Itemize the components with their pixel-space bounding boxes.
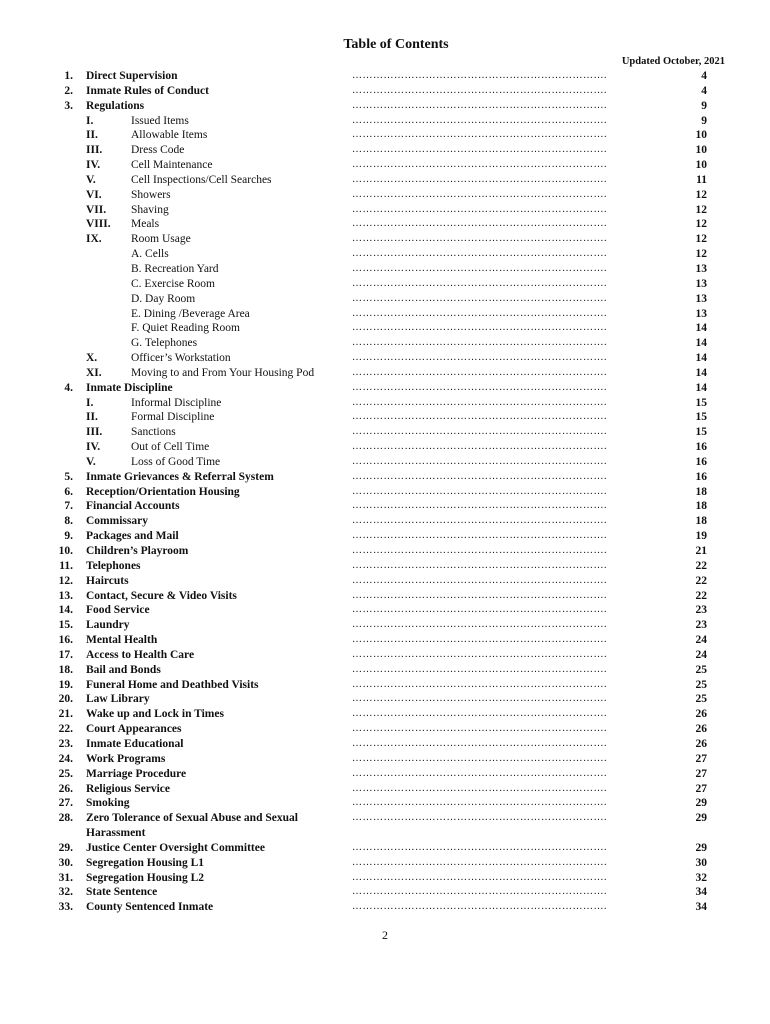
toc-entry-page: 12 [695, 248, 707, 261]
toc-entry-page: 22 [695, 589, 707, 602]
toc-entry-label: Work Programs [86, 752, 166, 765]
toc-entry-roman: V. [86, 173, 96, 186]
toc-entry[interactable] [0, 217, 770, 232]
toc-entry[interactable] [0, 782, 770, 797]
toc-entry-page: 16 [695, 455, 707, 468]
toc-entry[interactable] [0, 470, 770, 485]
toc-entry-number: 17. [58, 648, 73, 661]
toc-entry-number: 33. [58, 901, 73, 914]
toc-entry-label: Children’s Playroom [86, 545, 189, 557]
dot-leader: ………………………………………………………………. [352, 84, 607, 96]
toc-entry-number: 22. [58, 723, 73, 736]
toc-entry-label: Allowable Items [131, 129, 208, 142]
toc-entry-page: 14 [695, 337, 707, 350]
toc-entry-roman: XI. [86, 366, 102, 379]
toc-entry-label: Out of Cell Time [131, 441, 210, 454]
dot-leader: ………………………………………………………………. [352, 634, 607, 646]
toc-entry-page: 30 [695, 856, 707, 869]
toc-entry-roman: VIII. [86, 218, 111, 231]
toc-entry-page: 10 [695, 159, 707, 172]
toc-entry-roman: I. [86, 396, 94, 409]
toc-entry-number: 16. [58, 634, 73, 647]
toc-entry-page: 26 [695, 708, 707, 721]
toc-entry-page: 26 [695, 723, 707, 736]
dot-leader: ………………………………………………………………. [352, 159, 607, 171]
dot-leader: ………………………………………………………………. [352, 604, 607, 616]
toc-entry[interactable] [0, 841, 770, 856]
toc-entry-number: 29. [58, 841, 73, 854]
toc-entry-label: G. Telephones [131, 337, 198, 350]
toc-entry-label: Telephones [86, 559, 141, 572]
toc-entry[interactable] [0, 559, 770, 574]
dot-leader: ………………………………………………………………. [352, 277, 607, 289]
toc-entry-page: 25 [695, 663, 707, 676]
dot-leader: ………………………………………………………………. [352, 648, 607, 660]
toc-entry-page: 9 [701, 114, 707, 127]
toc-entry[interactable] [0, 811, 770, 841]
toc-entry-page: 18 [695, 515, 707, 528]
toc-entry-page: 24 [695, 648, 707, 661]
dot-leader: ………………………………………………………………. [352, 114, 607, 126]
toc-entry-number: 13. [58, 589, 73, 602]
dot-leader: ………………………………………………………………. [352, 663, 607, 675]
toc-entry[interactable] [0, 188, 770, 203]
toc-entry-page: 10 [695, 129, 707, 142]
toc-entry-page: 4 [701, 84, 707, 97]
toc-entry-roman: VI. [86, 188, 102, 201]
toc-entry-label: Loss of Good Time [131, 455, 221, 468]
dot-leader: ………………………………………………………………. [352, 871, 607, 883]
toc-entry-number: 27. [58, 797, 73, 810]
toc-entry-page: 14 [695, 381, 707, 394]
toc-entry[interactable] [0, 514, 770, 529]
toc-entry-page: 14 [695, 366, 707, 379]
dot-leader: ………………………………………………………………. [352, 723, 607, 735]
toc-entry[interactable] [0, 603, 770, 618]
page-number-footer: 2 [382, 928, 388, 942]
table-of-contents [0, 69, 770, 915]
toc-entry-page: 18 [695, 500, 707, 513]
toc-entry-number: 7. [64, 500, 73, 513]
toc-entry-label: Meals [131, 218, 160, 231]
toc-entry-label: A. Cells [131, 248, 169, 261]
toc-entry[interactable] [0, 529, 770, 544]
dot-leader: ………………………………………………………………. [352, 248, 607, 260]
toc-entry-number: 18. [58, 663, 73, 676]
toc-entry[interactable] [0, 767, 770, 782]
toc-entry-number: 30. [58, 856, 73, 869]
toc-entry-page: 25 [695, 693, 707, 706]
toc-entry-label: Room Usage [131, 233, 191, 246]
toc-entry-label: C. Exercise Room [131, 277, 215, 290]
dot-leader: ………………………………………………………………. [352, 292, 607, 304]
dot-leader: ………………………………………………………………. [352, 559, 607, 571]
dot-leader: ………………………………………………………………. [352, 812, 607, 824]
toc-entry-number: 23. [58, 737, 73, 750]
toc-entry[interactable] [0, 128, 770, 143]
toc-entry-page: 10 [695, 144, 707, 157]
toc-entry[interactable] [0, 292, 770, 307]
dot-leader: ………………………………………………………………. [352, 589, 607, 601]
dot-leader: ………………………………………………………………. [352, 708, 607, 720]
dot-leader: ………………………………………………………………. [352, 322, 607, 334]
toc-entry-page: 4 [701, 70, 707, 82]
toc-entry-page: 21 [695, 545, 707, 557]
toc-entry-page: 14 [695, 352, 707, 365]
toc-entry[interactable] [0, 277, 770, 292]
dot-leader: ………………………………………………………………. [352, 901, 607, 913]
toc-entry-number: 6. [64, 485, 73, 498]
toc-entry[interactable] [0, 396, 770, 411]
toc-entry-page: 32 [695, 871, 707, 884]
toc-entry[interactable] [0, 99, 770, 114]
dot-leader: ………………………………………………………………. [352, 381, 607, 393]
toc-entry-label: Law Library [86, 693, 150, 706]
toc-entry-label: Inmate Rules of Conduct [86, 84, 209, 97]
toc-entry[interactable] [0, 425, 770, 440]
toc-entry-page: 34 [695, 901, 707, 914]
toc-entry-number: 26. [58, 782, 73, 795]
toc-entry-roman: V. [86, 455, 96, 468]
toc-entry-page: 25 [695, 678, 707, 691]
toc-entry-number: 32. [58, 886, 73, 899]
toc-entry-number: 20. [58, 693, 73, 706]
toc-entry-page: 15 [695, 426, 707, 439]
toc-entry[interactable] [0, 796, 770, 811]
toc-entry-label: Reception/Orientation Housing [86, 485, 240, 498]
toc-entry-number: 1. [64, 70, 73, 82]
toc-entry-page: 16 [695, 470, 707, 483]
dot-leader: ………………………………………………………………. [352, 797, 607, 809]
toc-entry-label: Laundry [86, 619, 130, 632]
toc-entry-label: B. Recreation Yard [131, 262, 219, 275]
toc-entry-label: Issued Items [131, 114, 189, 127]
toc-entry-roman: IX. [86, 233, 102, 246]
dot-leader: ………………………………………………………………. [352, 856, 607, 868]
toc-entry-label: D. Day Room [131, 292, 196, 305]
toc-entry[interactable] [0, 440, 770, 455]
toc-entry-roman: III. [86, 426, 103, 439]
toc-entry-roman: IV. [86, 159, 101, 172]
dot-leader: ………………………………………………………………. [352, 574, 607, 586]
toc-entry-page: 34 [695, 886, 707, 899]
toc-entry-number: 2. [64, 84, 73, 97]
dot-leader: ………………………………………………………………. [352, 470, 607, 482]
toc-entry-number: 11. [59, 559, 73, 572]
dot-leader: ………………………………………………………………. [352, 173, 607, 185]
toc-entry-page: 12 [695, 188, 707, 201]
dot-leader: ………………………………………………………………. [352, 530, 607, 542]
toc-entry-page: 29 [695, 797, 707, 810]
dot-leader: ………………………………………………………………. [352, 262, 607, 274]
dot-leader: ………………………………………………………………. [352, 366, 607, 378]
toc-entry-page: 15 [695, 411, 707, 424]
toc-entry-label: State Sentence [86, 886, 158, 899]
toc-entry[interactable] [0, 707, 770, 722]
dot-leader: ………………………………………………………………. [352, 485, 607, 497]
toc-entry[interactable] [0, 856, 770, 871]
toc-entry-label: County Sentenced Inmate [86, 901, 214, 914]
page-title: Table of Contents [343, 37, 449, 52]
toc-entry[interactable] [0, 633, 770, 648]
dot-leader: ………………………………………………………………. [352, 129, 607, 141]
dot-leader: ………………………………………………………………. [352, 188, 607, 200]
toc-entry-number: 21. [58, 708, 73, 721]
toc-entry-page: 27 [695, 767, 707, 780]
dot-leader: ………………………………………………………………. [352, 693, 607, 705]
toc-entry[interactable] [0, 678, 770, 693]
updated-date: Updated October, 2021 [621, 56, 725, 67]
dot-leader: ………………………………………………………………. [352, 678, 607, 690]
toc-entry-roman: I. [86, 114, 94, 127]
dot-leader: ………………………………………………………………. [352, 426, 607, 438]
toc-entry-page: 26 [695, 737, 707, 750]
toc-entry[interactable] [0, 885, 770, 900]
toc-entry[interactable] [0, 871, 770, 886]
toc-entry-page: 29 [695, 841, 707, 854]
toc-entry[interactable] [0, 648, 770, 663]
toc-entry-number: 31. [58, 871, 73, 884]
toc-entry-page: 13 [695, 307, 707, 320]
toc-entry[interactable] [0, 485, 770, 500]
toc-entry[interactable] [0, 663, 770, 678]
toc-entry-label: Regulations [86, 99, 145, 112]
toc-entry[interactable] [0, 203, 770, 218]
toc-entry-roman: VII. [86, 203, 107, 216]
dot-leader: ………………………………………………………………. [352, 515, 607, 527]
dot-leader: ………………………………………………………………. [352, 841, 607, 853]
toc-entry-label: Formal Discipline [131, 411, 215, 424]
dot-leader: ………………………………………………………………. [352, 619, 607, 631]
toc-entry-label: Access to Health Care [86, 648, 195, 661]
toc-entry-page: 18 [695, 485, 707, 498]
toc-entry-number: 15. [58, 619, 73, 632]
dot-leader: ………………………………………………………………. [352, 233, 607, 245]
toc-entry-label: Court Appearances [86, 723, 182, 736]
toc-entry[interactable] [0, 589, 770, 604]
toc-entry[interactable] [0, 143, 770, 158]
dot-leader: ………………………………………………………………. [352, 307, 607, 319]
toc-entry-label: Funeral Home and Deathbed Visits [86, 678, 259, 691]
toc-entry[interactable] [0, 247, 770, 262]
toc-entry-label: Inmate Discipline [86, 381, 173, 394]
toc-entry-label: Inmate Grievances & Referral System [86, 470, 274, 483]
dot-leader: ………………………………………………………………. [352, 752, 607, 764]
toc-entry-page: 13 [695, 292, 707, 305]
toc-entry[interactable] [0, 158, 770, 173]
toc-entry[interactable] [0, 114, 770, 129]
toc-entry-label: Showers [131, 188, 171, 201]
dot-leader: ………………………………………………………………. [352, 767, 607, 779]
toc-entry-roman: II. [86, 411, 98, 424]
dot-leader: ………………………………………………………………. [352, 337, 607, 349]
toc-entry-label: Officer’s Workstation [131, 352, 231, 365]
dot-leader: ………………………………………………………………. [352, 203, 607, 215]
toc-entry[interactable] [0, 173, 770, 188]
toc-entry-label: Informal Discipline [131, 396, 222, 409]
toc-entry[interactable] [0, 499, 770, 514]
toc-entry[interactable] [0, 722, 770, 737]
toc-entry-page: 23 [695, 619, 707, 632]
toc-entry[interactable] [0, 752, 770, 767]
toc-entry-label: Packages and Mail [86, 530, 179, 543]
toc-entry-number: 5. [64, 470, 73, 483]
toc-entry-label: Smoking [86, 797, 130, 810]
toc-entry[interactable] [0, 618, 770, 633]
toc-entry-label: Religious Service [86, 782, 170, 795]
toc-entry-label: Contact, Secure & Video Visits [86, 589, 237, 602]
toc-entry-label: Wake up and Lock in Times [86, 708, 224, 721]
toc-entry-number: 28. [58, 812, 73, 825]
toc-entry-page: 9 [701, 99, 707, 112]
toc-entry-roman: III. [86, 144, 103, 157]
toc-entry-label: Financial Accounts [86, 500, 180, 513]
toc-entry-page: 19 [695, 530, 707, 543]
toc-entry-number: 19. [58, 678, 73, 691]
toc-entry-label: Cell Maintenance [131, 159, 213, 172]
toc-entry-label: Segregation Housing L1 [86, 856, 204, 869]
toc-entry-label: E. Dining /Beverage Area [131, 307, 250, 320]
dot-leader: ………………………………………………………………. [352, 737, 607, 749]
toc-entry-number: 9. [64, 530, 73, 543]
toc-entry-label: Moving to and From Your Housing Pod [131, 366, 315, 379]
toc-entry-page: 13 [695, 277, 707, 290]
dot-leader: ………………………………………………………………. [352, 352, 607, 364]
toc-entry[interactable] [0, 544, 770, 559]
toc-entry-page: 12 [695, 203, 707, 216]
toc-entry[interactable] [0, 366, 770, 381]
toc-entry-label: Commissary [86, 515, 148, 528]
toc-entry-label: Zero Tolerance of Sexual Abuse and Sexual Harassment [86, 812, 298, 840]
toc-entry-page: 22 [695, 559, 707, 572]
toc-entry-label: F. Quiet Reading Room [131, 322, 240, 335]
toc-entry-page: 23 [695, 604, 707, 617]
toc-entry-page: 11 [696, 173, 707, 186]
toc-entry-number: 12. [58, 574, 73, 587]
dot-leader: ………………………………………………………………. [352, 545, 607, 556]
toc-entry[interactable] [0, 900, 770, 915]
toc-entry-label: Direct Supervision [86, 70, 178, 82]
toc-entry-number: 24. [58, 752, 73, 765]
dot-leader: ………………………………………………………………. [352, 396, 607, 408]
toc-entry-label: Shaving [131, 203, 169, 216]
toc-entry-label: Food Service [86, 604, 150, 617]
toc-entry-roman: IV. [86, 441, 101, 454]
dot-leader: ………………………………………………………………. [352, 218, 607, 230]
toc-entry-number: 10. [58, 545, 73, 557]
toc-entry[interactable] [0, 574, 770, 589]
toc-entry[interactable] [0, 351, 770, 366]
dot-leader: ………………………………………………………………. [352, 144, 607, 156]
toc-entry-page: 14 [695, 322, 707, 335]
toc-entry[interactable] [0, 262, 770, 277]
toc-entry-number: 8. [64, 515, 73, 528]
toc-entry-number: 3. [64, 99, 73, 112]
toc-entry-label: Dress Code [131, 144, 185, 157]
toc-entry-label: Cell Inspections/Cell Searches [131, 173, 272, 186]
toc-entry-label: Bail and Bonds [86, 663, 161, 676]
toc-entry-page: 27 [695, 752, 707, 765]
toc-entry-page: 29 [695, 812, 707, 825]
toc-entry-label: Sanctions [131, 426, 176, 439]
toc-entry-number: 25. [58, 767, 73, 780]
dot-leader: ………………………………………………………………. [352, 441, 607, 453]
toc-entry-roman: X. [86, 352, 98, 365]
dot-leader: ………………………………………………………………. [352, 455, 607, 467]
toc-entry[interactable] [0, 410, 770, 425]
toc-entry[interactable] [0, 455, 770, 470]
dot-leader: ………………………………………………………………. [352, 886, 607, 898]
toc-entry-page: 24 [695, 634, 707, 647]
toc-entry[interactable] [0, 232, 770, 247]
dot-leader: ………………………………………………………………. [352, 411, 607, 423]
dot-leader: ………………………………………………………………. [352, 99, 607, 111]
toc-entry-page: 22 [695, 574, 707, 587]
dot-leader: ………………………………………………………………. [352, 500, 607, 512]
toc-entry-page: 13 [695, 262, 707, 275]
dot-leader: ………………………………………………………………. [352, 70, 607, 81]
dot-leader: ………………………………………………………………. [352, 782, 607, 794]
toc-entry-label: Segregation Housing L2 [86, 871, 204, 884]
toc-entry-page: 12 [695, 233, 707, 246]
toc-entry[interactable] [0, 381, 770, 396]
toc-entry[interactable] [0, 692, 770, 707]
toc-entry-label: Inmate Educational [86, 737, 184, 750]
toc-entry[interactable] [0, 84, 770, 99]
toc-entry-label: Justice Center Oversight Committee [86, 841, 265, 854]
toc-entry-page: 16 [695, 441, 707, 454]
toc-entry-page: 15 [695, 396, 707, 409]
toc-entry-label: Haircuts [86, 574, 129, 587]
toc-entry[interactable] [0, 737, 770, 752]
toc-entry[interactable] [0, 321, 770, 336]
toc-entry-number: 14. [58, 604, 73, 617]
toc-entry-page: 27 [695, 782, 707, 795]
toc-entry[interactable] [0, 307, 770, 322]
toc-entry-page: 12 [695, 218, 707, 231]
toc-entry[interactable] [0, 69, 770, 84]
toc-entry-label: Marriage Procedure [86, 767, 187, 780]
toc-entry-roman: II. [86, 129, 98, 142]
toc-entry-label: Mental Health [86, 634, 158, 647]
toc-entry-number: 4. [64, 381, 73, 394]
toc-entry[interactable] [0, 336, 770, 351]
